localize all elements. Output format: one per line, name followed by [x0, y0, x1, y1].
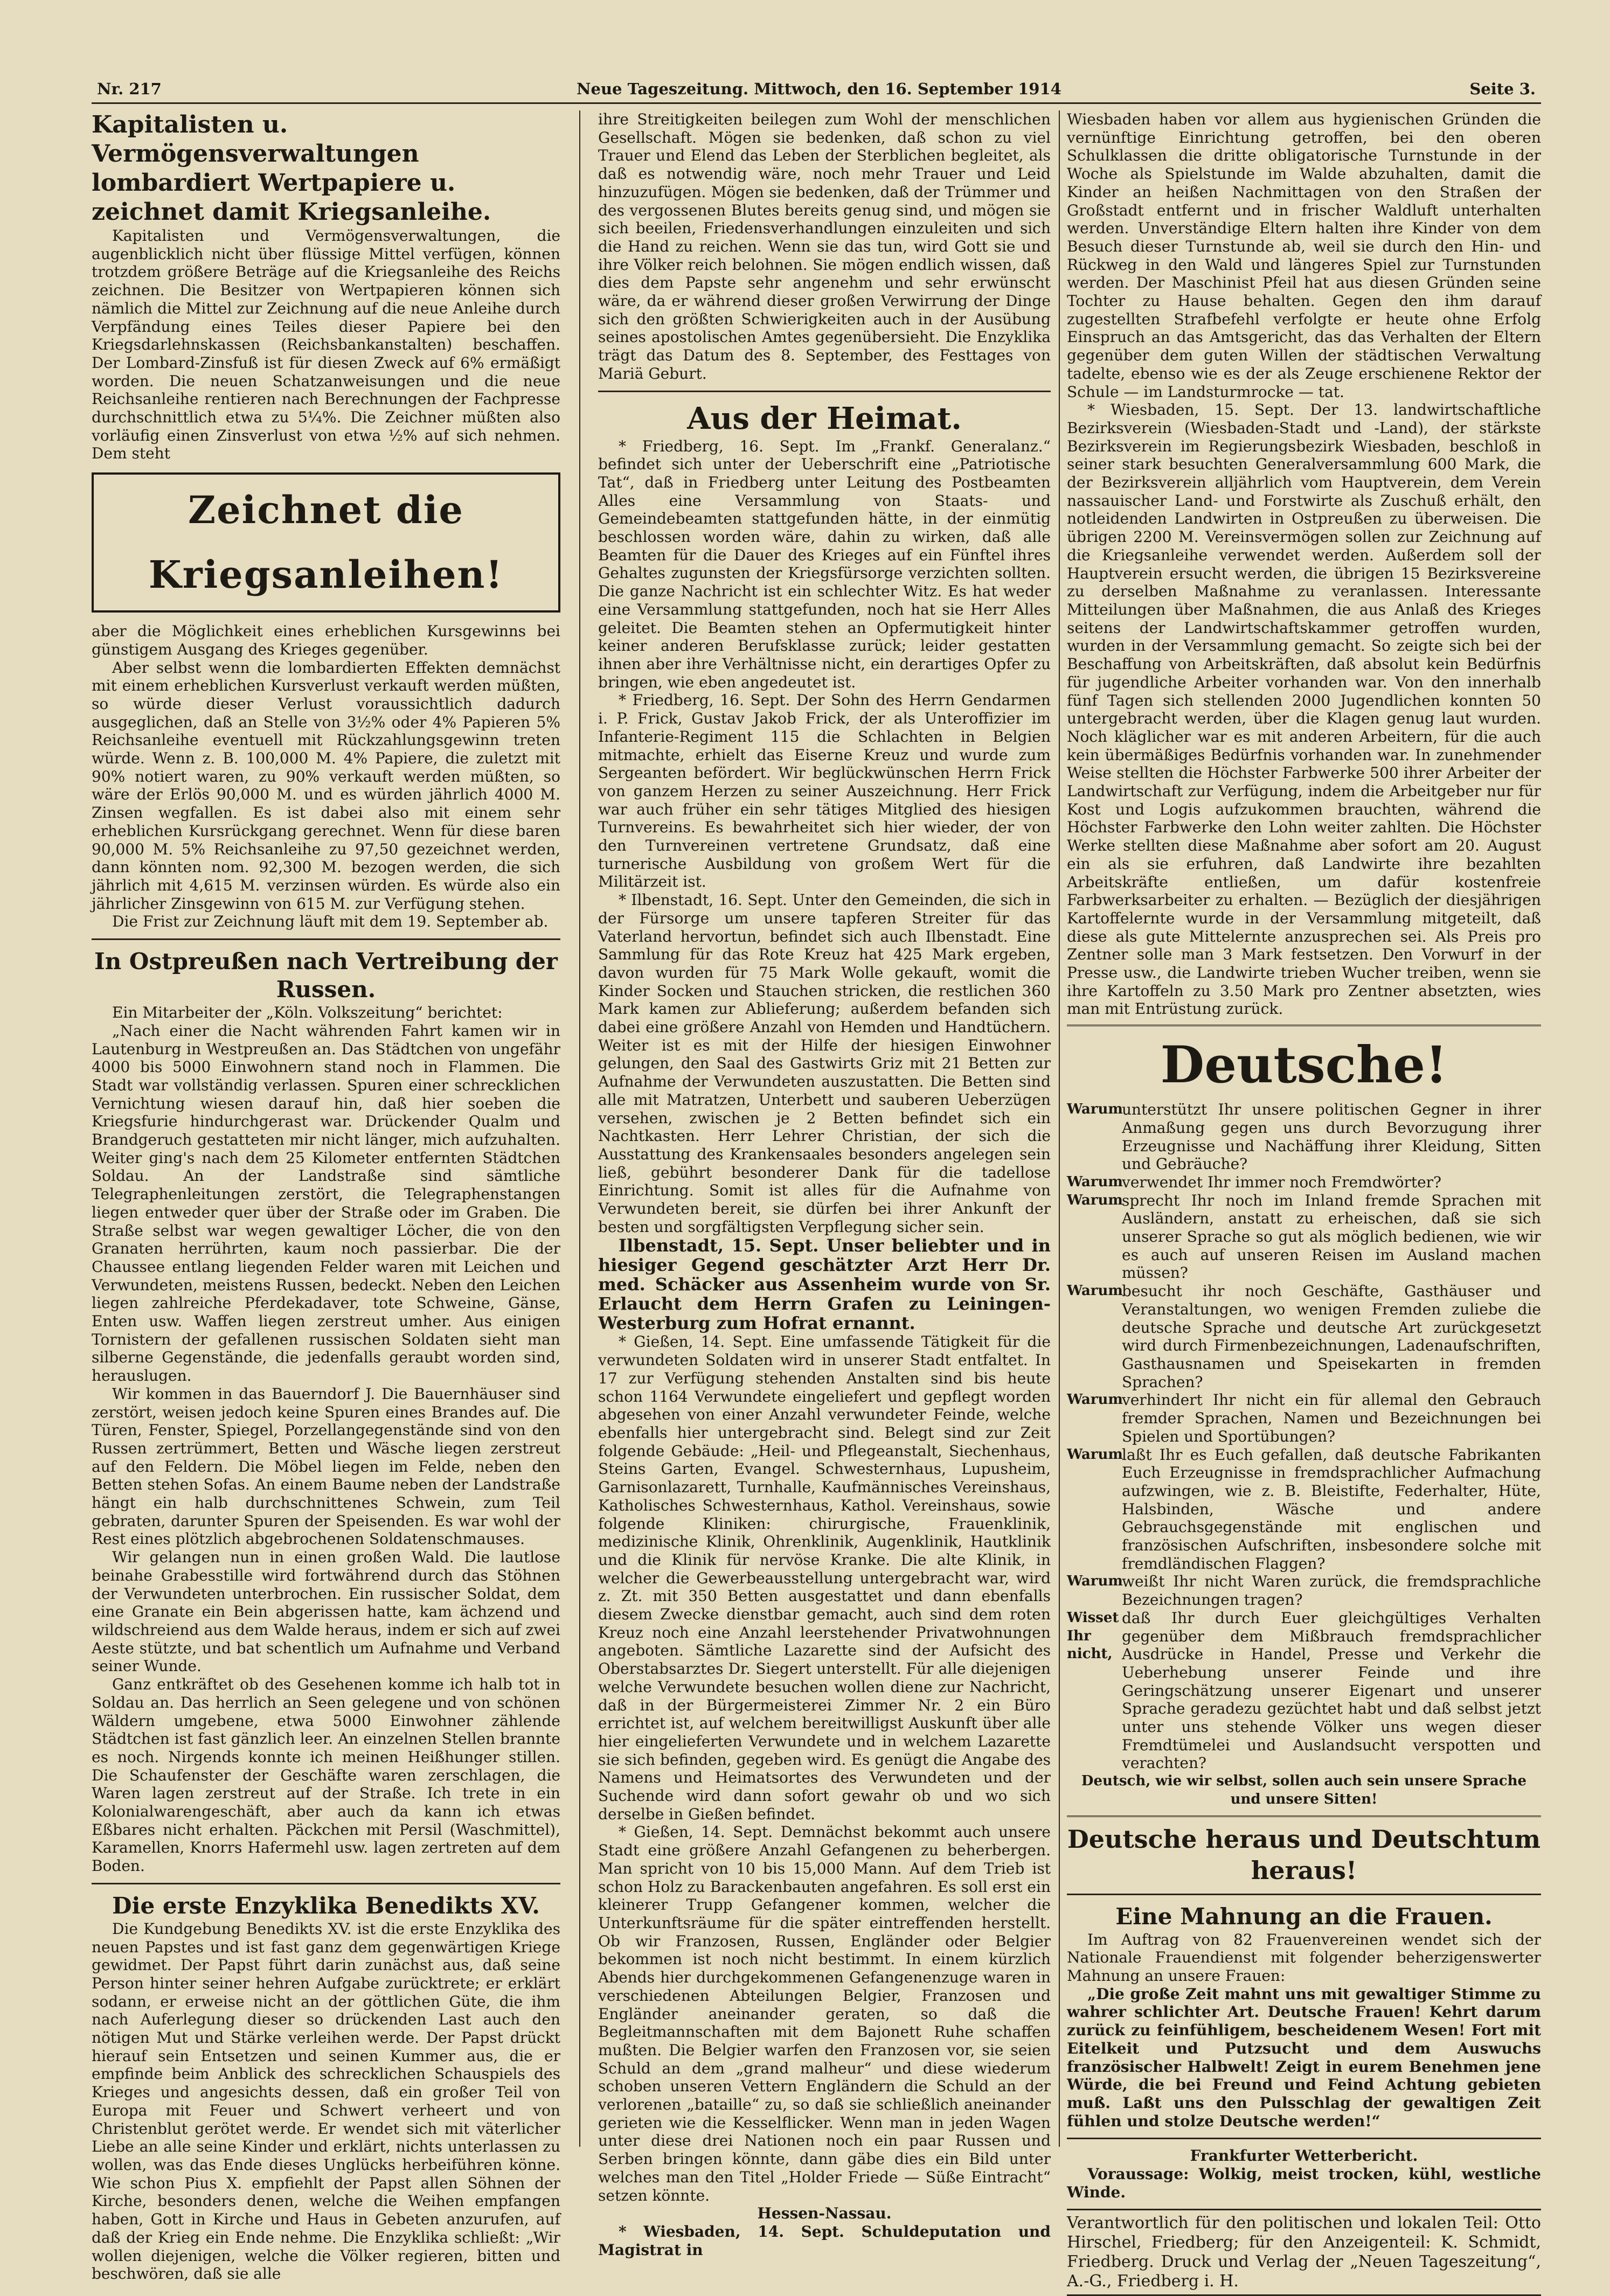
- article-paragraph: „Nach einer die Nacht währenden Fahrt kamen wir in Lautenburg in Westpreußen an. Das Städtchen von ungefähr 4000 bis 5000 Einwohnern stand noch in Flammen. Die Stadt war vollständig verlassen. Spuren einer schrecklichen Vernichtung wiesen darauf hin, daß hier soeben die Kriegsfurie hindurchgerast war. Drückender Qualm und Brandgeruch gestatteten mir nicht länger, mich aufzuhalten. Weiter ging's nach dem 25 Kilometer entfernten Städtchen Soldau. An der Landstraße sind sämtliche Telegraphenleitungen zerstört, die Telegraphenstangen liegen entweder quer über der Straße oder im Graben. Die Straße selbst war wegen gewaltiger Löcher, die von den Granaten herrührten, kaum noch passierbar. Die der Chaussee entlang liegenden Felder waren mit Leichen und Verwundeten, meistens Russen, bedeckt. Neben den Leichen liegen zahlreiche Pferdekadaver, tote Schweine, Gänse, Enten usw. Waffen liegen zerstreut umher. Aus einigen Tornistern der gefallenen russischen Soldaten sieht man silberne Gegenstände, die jedenfalls geraubt worden sind, herauslugen.: [92, 1021, 560, 1385]
- warum-text: besucht ihr noch Geschäfte, Gasthäuser und Veranstaltungen, wo wenigen Fremden zuliebe die deutsche Sprache und deutsche Art zurückgesetzt wird durch Firmenbezeichnungen, Ladenaufschriften, Gasthausnamen und Speisekarten in fremden Sprachen?: [1122, 1282, 1541, 1391]
- page-header: [92, 75, 1541, 104]
- closing-line: Deutsch, wie wir selbst, sollen auch sein unsere Sprache und unsere Sitten!: [1081, 1773, 1527, 1807]
- column-2: [598, 110, 1051, 2259]
- warum-key: Warum: [1067, 1101, 1123, 1118]
- article-paragraph: Wir gelangen nun in einen großen Wald. Die lautlose beinahe Grabesstille wird fortwährend durch das Stöhnen der Verwundeten unterbrochen. Ein russischer Soldat, dem eine Granate ein Bein abgerissen hatte, kam ächzend und wildschreiend aus dem Walde heraus, indem er sich auf zwei Aeste stützte, und bat schentlich um Aufnahme und Verband seiner Wunde.: [92, 1548, 560, 1675]
- issue-number: Nr. 217: [97, 80, 162, 98]
- article-paragraph: * Wiesbaden, 14. Sept. Schuldeputation und Magistrat in: [598, 2222, 1051, 2259]
- divider: [1067, 1894, 1541, 1895]
- warum-item: [1067, 1446, 1541, 1573]
- warum-text: laßt Ihr es Euch gefallen, daß deutsche Fabrikanten Euch Erzeugnisse in fremdsprachlicher Aufmachung aufzwingen, wie z. B. Bleistifte, Federhalter, Hüte, Halsbinden, Wäsche und andere Gebrauchsgegenstände mit englischen und französischen Aufschriften, insbesondere solche mit fremdländischen Flaggen?: [1122, 1445, 1541, 1573]
- warum-key: Warum: [1067, 1446, 1123, 1463]
- headline-heimat: Aus der Heimat.: [687, 400, 962, 436]
- warum-item: [1067, 1282, 1541, 1391]
- article-paragraph: Die Kundgebung Benedikts XV. ist die erste Enzyklika des neuen Papstes und ist fast ganz dem gegenwärtigen Kriege gewidmet. Der Papst führt darin zunächst aus, daß seine Person hinter seiner hehren Aufgabe zurücktrete; er erklärt sodann, er erweise nicht an der göttlichen Güte, die ihm nach Auferlegung dieser so drückenden Last auch den nötigen Mut und Stärke verleihen werde. Der Papst drückt hierauf sein Entsetzen und seinen Kummer aus, die er empfinde beim Anblick des schrecklichen Schauspiels des Krieges und angesichts dessen, daß ein großer Teil von Europa mit Feuer und Schwert verheert und von Christenblut gerötet werde. Er wendet sich mit väterlicher Liebe an alle seine Kinder und erklärt, nichts unterlassen zu wollen, was das Ende dieses Unglücks herbeiführen könne. Wie schon Pius X. empfiehlt der Papst allen Söhnen der Kirche, besonders denen, welche die Weihen empfangen haben, Gott in Kirche und Haus in Gebeten anzurufen, auf daß der Krieg ein Ende nehme. Die Enzyklika schließt: „Wir wollen diejenigen, welche die Völker regieren, bitten und beschwören, daß sie alle: [92, 1919, 560, 2283]
- warum-text: verwendet Ihr immer noch Fremdwörter?: [1122, 1173, 1442, 1191]
- warum-text: weißt Ihr nicht Waren zurück, die fremdsprachliche Bezeichnungen tragen?: [1122, 1573, 1541, 1609]
- subheading-hessen-nassau: Hessen-Nassau.: [757, 2204, 892, 2223]
- article-paragraph: Aber selbst wenn die lombardierten Effekten demnächst mit einem erheblichen Kursverlust verkauft werden müßten, so würde dieser Verlust voraussichtlich dadurch ausgeglichen, daß an Stelle von 3½% oder 4% Papieren 5% Reichsanleihe eventuell mit Rückzahlungsgewinn treten würde. Wenn z. B. 100,000 M. 4% Papiere, die zuletzt mit 90% notiert waren, zu 90% verkauft werden müßten, so wäre der Erlös 90,000 M. und es würden jährlich 4000 M. Zinsen wegfallen. Es ist dabei also mit einem sehr erheblichen Kursrückgang gerechnet. Wenn für diese baren 90,000 M. 5% Reichsanleihe zu 97,50 gezeichnet werden, dann könnten nom. 92,300 M. bezogen werden, die sich jährlich mit 4,615 M. verzinsen würden. Es würde also ein jährlicher Zinsgewinn von 615 M. zur Verfügung stehen.: [92, 658, 560, 913]
- weather-forecast: Voraussage: Wolkig, meist trocken, kühl, westliche Winde.: [1067, 2165, 1541, 2201]
- article-paragraph: Ilbenstadt, 15. Sept. Unser beliebter und in hiesiger Gegend geschätzter Arzt Herr Dr. med. Schäcker aus Assenheim wurde von Sr. Erlaucht dem Herrn Grafen zu Leiningen-Westerburg zum Hofrat ernannt.: [598, 1235, 1051, 1334]
- warum-item: [1067, 1101, 1541, 1173]
- masthead-line: Neue Tageszeitung. Mittwoch, den 16. September 1914: [577, 80, 1061, 98]
- article-paragraph: * Friedberg, 16. Sept. Der Sohn des Herrn Gendarmen i. P. Frick, Gustav Jakob Frick, der als Unteroffizier im Infanterie-Regiment 115 die Schlachten in Belgien mitmachte, erhielt das Eiserne Kreuz und wurde zum Sergeanten befördert. Wir beglückwünschen Herrn Frick von ganzem Herzen zu seiner Auszeichnung. Herr Frick war auch früher ein sehr tätiges Mitglied des hiesigen Turnvereins. Es bewahrheitet sich hier wieder, der von den Turnvereinen vertretene Grundsatz, daß eine turnerische Ausbildung von großem Wert für die Militärzeit ist.: [598, 691, 1051, 891]
- warum-text: verhindert Ihr nicht ein für allemal den Gebrauch fremder Sprachen, Namen und Bezeichnungen bei Spielen und Sportübungen?: [1122, 1391, 1541, 1445]
- weather-title: Frankfurter Wetterbericht.: [1190, 2147, 1418, 2165]
- headline-ostpreussen: In Ostpreußen nach Vertreibung der Russen.: [94, 948, 558, 1003]
- article-paragraph: Kapitalisten und Vermögensverwaltungen, die augenblicklich nicht über flüssige Mittel verfügen, können trotzdem größere Beträge auf die Kriegsanleihe des Reichs zeichnen. Die Besitzer von Wertpapieren können sich nämlich die Mittel zur Zeichnung auf die neue Anleihe durch Verpfändung eines Teiles dieser Papiere bei den Kriegsdarlehnskassen (Reichsbankanstalten) beschaffen. Der Lombard-Zinsfuß ist für diesen Zweck auf 6% ermäßigt worden. Die neuen Schatzanweisungen und die neue Reichsanleihe rentieren nach Berechnungen der Fachpresse durchschnittlich etwa zu 5¼%. Die Zeichner müßten also vorläufig einen Zinsverlust von etwa ½% auf sich nehmen. Dem steht: [92, 227, 560, 463]
- warum-key: Warum: [1067, 1173, 1123, 1190]
- headline-deutsche: Deutsche!: [1160, 1035, 1448, 1095]
- article-paragraph: „Die große Zeit mahnt uns mit gewaltiger Stimme zu wahrer schlichter Art. Deutsche Frauen! Kehrt darum zurück zu feinfühligem, bescheidenem Wesen! Fort mit Eitelkeit und Putzsucht und dem Auswuchs französischer Halbwelt! Zeigt in eurem Benehmen jene Würde, die bei Freund und Feind Achtung gebieten muß. Laßt uns den Pulsschlag der gewaltigen Zeit fühlen und stolze Deutsche werden!“: [1067, 1985, 1541, 2130]
- warum-text: daß Ihr durch Euer gleichgültiges Verhalten gegenüber dem Mißbrauch fremdsprachlicher Ausdrücke in Handel, Presse und Verkehr die Ueberhebung unserer Feinde und ihre Geringschätzung unserer Eigenart und unserer Sprache geradezu gezüchtet habt und daß selbst jetzt unter uns stehende Völker uns wegen dieser Fremdtümelei und Auslandsucht verspotten und verachten?: [1122, 1609, 1541, 1772]
- article-paragraph: Wir kommen in das Bauerndorf J. Die Bauernhäuser sind zerstört, weisen jedoch keine Spuren eines Brandes auf. Die Türen, Fenster, Spiegel, Porzellangegenstände sind von den Russen zertrümmert, Betten und Wäsche liegen zerstreut auf den Feldern. Die Möbel liegen im Felde, neben den Betten stehen Sofas. An einem Baume neben der Landstraße hängt ein halb durchschnittenes Schwein, zum Teil gebraten, darunter Spuren der Speisenden. Es war wohl der Rest eines plötzlich abgebrochenen Soldatenschmauses.: [92, 1384, 560, 1548]
- warum-item: [1067, 1573, 1541, 1609]
- warum-text: unterstützt Ihr unsere politischen Gegner in ihrer Anmaßung gegen uns durch Bevorzugung ihrer Erzeugnisse und Nachäffung ihrer Kleidung, Sitten und Gebräuche?: [1122, 1101, 1541, 1173]
- warum-text: sprecht Ihr noch im Inland fremde Sprachen mit Ausländern, anstatt zu erheischen, daß sie sich unserer Sprache so gut als möglich bedienen, wie wir es auch auf unseren Reisen im Ausland machen müssen?: [1122, 1191, 1541, 1282]
- article-paragraph: * Gießen, 14. Sept. Demnächst bekommt auch unsere Stadt eine größere Anzahl Gefangenen zu beherbergen. Man spricht von 10 bis 15,000 Mann. Auf dem Trieb ist schon Holz zu Barackenbauten angefahren. Es soll erst ein kleinerer Trupp Gefangener kommen, welcher die Unterkunftsräume für die später eintreffenden herstellt. Ob wir Franzosen, Russen, Engländer oder Belgier bekommen ist noch nicht bestimmt. In einem kürzlich Abends hier durchgekommenen Gefangenenzuge waren in verschiedenen Abteilungen Belgier, Franzosen und Engländer aneinander geraten, so daß die Begleitmannschaften mit dem Bajonett Ruhe schaffen mußten. Die Belgier warfen den Franzosen vor, sie seien Schuld an dem „grand malheur“ und diese wiederum schoben unseren Vettern Engländern die Schuld an der verlorenen „bataille“ zu, so daß sie schließlich aneinander gerieten wie die Kesselflicker. Wenn man in jeden Wagen unter diese drei Nationen noch ein paar Russen und Serben bringen könnte, dann gäbe dies ein Bild unter welches man den Titel „Holder Friede — Süße Eintracht“ setzen könnte.: [598, 1823, 1051, 2204]
- warum-item: [1067, 1173, 1541, 1192]
- warum-key: Wisset Ihr nicht,: [1067, 1609, 1119, 1662]
- divider: [92, 938, 560, 940]
- page-number: Seite 3.: [1469, 80, 1536, 98]
- warum-key: Warum: [1067, 1192, 1123, 1208]
- warum-key: Warum: [1067, 1573, 1123, 1590]
- warum-item: [1067, 1391, 1541, 1445]
- divider: [92, 1883, 560, 1884]
- divider: [1067, 1815, 1541, 1817]
- article-paragraph: Die Frist zur Zeichnung läuft mit dem 19. September ab.: [112, 913, 549, 931]
- article-paragraph: aber die Möglichkeit eines erheblichen Kursgewinns bei günstigem Ausgang des Krieges gegenüber.: [92, 622, 560, 658]
- article-paragraph: * Ilbenstadt, 16. Sept. Unter den Gemeinden, die sich in der Fürsorge um unsere tapferen Streiter für das Vaterland hervortun, befindet sich auch Ilbenstadt. Eine Sammlung für das Rote Kreuz hat 425 Mark ergeben, davon wurden für 75 Mark Wolle gekauft, womit die Kinder Socken und Stauchen stricken, die restlichen 360 Mark kamen zur Ablieferung; außerdem befanden sich dabei eine größere Anzahl von Hemden und Handtüchern. Weiter ist es mit der Hilfe der hiesigen Einwohner gelungen, den Saal des Gastwirts Griz mit 21 Betten zur Aufnahme der Verwundeten auszustatten. Die Betten sind alle mit Matratzen, Unterbett und sauberen Ueberzügen versehen, zwischen je 2 Betten befindet sich ein Nachtkasten. Herr Lehrer Christian, der sich die Ausstattung des Krankensaales besonders angelegen sein ließ, gebührt besonderer Dank für die tadellose Einrichtung. Somit ist alles für die Aufnahme von Verwundeten bereit, sie dürfen bei ihrer Ankunft der besten und sorgfältigsten Verpflegung sicher sein.: [598, 891, 1051, 1236]
- kriegsanleihen-box: Zeichnet die Kriegsanleihen!: [92, 472, 560, 613]
- article-paragraph: Wiesbaden haben vor allem aus hygienischen Gründen die vernünftige Einrichtung getroffen, bei den oberen Schulklassen die dritte obligatorische Turnstunde in der Woche als Spielstunde im Walde abzuhalten, damit die Kinder an heißen Nachmittagen von den Straßen der Großstadt entfernt und in frischer Waldluft unterhalten werden. Unverständige Eltern halten ihre Kinder von dem Besuch dieser Turnstunde ab, weil sie durch den Hin- und Rückweg in den Wald und längeres Spiel zur Turnstunden werden. Der Maschinist Pfeil hat aus diesen Gründen seine Tochter zu Hause behalten. Gegen den ihm darauf zugestellten Strafbefehl verfolgte er heute ohne Erfolg Einspruch an das Amtsgericht, das das Verhalten der Eltern gegenüber dem guten Willen der städtischen Verwaltung tadelte, ebenso wie es der als Zeuge erschienene Rektor der Schule — im Landsturmrocke — tat.: [1067, 110, 1541, 401]
- divider: [1067, 1025, 1541, 1026]
- article-paragraph: * Wiesbaden, 15. Sept. Der 13. landwirtschaftliche Bezirksverein (Wiesbaden-Stadt und -Land), der stärkste Bezirksverein im Regierungsbezirk Wiesbaden, beschloß in seiner stark besuchten Generalversammlung 600 Mark, die der Bezirksverein alljährlich vom Hauptverein, dem Verein nassauischer Land- und Forstwirte als Zuschuß erhält, den notleidenden Landwirten in Ostpreußen zu überweisen. Die übrigen 2200 M. Vereinsvermögen sollen zur Zeichnung auf die Kriegsanleihe verwendet werden. Außerdem soll der Hauptverein ersucht werden, die übrigen 15 Bezirksvereine zu derselben Maßnahme zu veranlassen. Interessante Mitteilungen über Maßnahmen, die aus Anlaß des Krieges seitens der Landwirtschaftskammer getroffen wurden, wurden in der Versammlung gemacht. So zeigte sich bei der Beschaffung von Arbeitskräften, daß absolut kein Bedürfnis für jugendliche Arbeiter vorhanden war. Von den innerhalb fünf Tagen sich stellenden 2000 Jugendlichen konnten 50 untergebracht werden, über die Klagen genug laut wurden. Noch kläglicher war es mit anderen Arbeitern, für die auch kein übermäßiges Bedürfnis vorhanden war. In zunehmender Weise stellten die Höchster Farbwerke 500 ihrer Arbeiter der Landwirtschaft zur Verfügung, indem die Arbeitgeber nur für Kost und Logis aufzukommen brauchten, während die Höchster Farbwerke den Lohn weiter zahlten. Die Höchster Werke stellten diese Maßnahme aber sofort am 20. August ein als sie erfuhren, daß Landwirte ihre bezahlten Arbeitskräfte entließen, um dafür kostenfreie Farbwerksarbeiter zu erhalten. — Bezüglich der diesjährigen Kartoffelernte wurde in der Versammlung mitgeteilt, daß diese als gute Mittelernte anzusprechen sei. Als Preis pro Zentner solle man 3 Mark festsetzen. Den Vorwurf in der Presse usw., die Landwirte trieben Wucher treiben, wenn sie ihre Kartoffeln zu 3.50 Mark pro Zentner absetzten, wies man mit Entrüstung zurück.: [1067, 401, 1541, 1018]
- warum-key: Warum: [1067, 1283, 1123, 1299]
- headline-enzyklika: Die erste Enzyklika Benedikts XV.: [112, 1892, 540, 1919]
- warum-list: [1067, 1101, 1541, 1772]
- warum-item: [1067, 1609, 1541, 1772]
- headline-mahnung: Eine Mahnung an die Frauen.: [1115, 1903, 1493, 1930]
- article-paragraph: * Gießen, 14. Sept. Eine umfassende Tätigkeit für die verwundeten Soldaten wird in unserer Stadt entfaltet. In 17 zur Verfügung stehenden Anstalten sind bis heute schon 1164 Verwundete eingeliefert und gepflegt worden abgesehen von einer Anzahl verwundeter Feinde, welche ebenfalls hier untergebracht sind. Belegt sind zur Zeit folgende Gebäude: „Heil- und Pflegeanstalt, Siechenhaus, Steins Garten, Evangel. Schwesternhaus, Lupusheim, Garnisonlazarett, Turnhalle, Kaufmännisches Vereinshaus, Katholisches Schwesternhaus, Kathol. Vereinshaus, sowie folgende Kliniken: chirurgische, Frauenklinik, medizinische Klinik, Ohrenklinik, Augenklinik, Hautklinik und die Klinik für nervöse Kranke. Die alte Klinik, in welcher die Gewerbeausstellung untergebracht war, wird z. Zt. mit 350 Betten ausgestattet und dann ebenfalls diesem Zwecke dienstbar gemacht, auch sind dem roten Kreuz noch eine Anzahl leerstehender Privatwohnungen angeboten. Sämtliche Lazarette sind der Aufsicht des Oberstabsarztes Dr. Siegert unterstellt. Für alle diejenigen welche Verwundete besuchen wollen diene zur Nachricht, daß in der Bürgermeisterei Zimmer Nr. 2 ein Büro errichtet ist, auf welchem bereitwilligst Auskunft über alle hier eingelieferten Verwundete und in welchem Lazarette sie sich befinden, gegeben wird. Es genügt die Angabe des Namens und Heimatsortes des Verwundeten und der Suchende wird dann sofort gewahr ob und wo sich derselbe in Gießen befindet.: [598, 1333, 1051, 1823]
- article-paragraph: Ganz entkräftet ob des Gesehenen komme ich halb tot in Soldau an. Das herrlich an Seen gelegene und von schönen Wäldern umgebene, etwa 5000 Einwohner zählende Städtchen ist fast gänzlich leer. An einzelnen Stellen brannte es noch. Nirgends konnte ich meinen Heißhunger stillen. Die Schaufenster der Geschäfte waren zerschlagen, die Waren lagen zerstreut auf der Straße. Ich trete in ein Kolonialwarengeschäft, aber auch da kann ich etwas Eßbares nicht erhalten. Päckchen mit Persil (Waschmittel), Karamellen, Knorrs Hafermehl usw. lagen zertreten auf dem Boden.: [92, 1675, 560, 1875]
- warum-key: Warum: [1067, 1391, 1123, 1408]
- headline-kriegsanleihe: Kapitalisten u. Vermögensverwaltungen lombardiert Wertpapiere u. zeichnet damit Kriegsanleihe.: [92, 111, 491, 226]
- column-rule: [579, 110, 580, 2147]
- column-1: [92, 110, 560, 2283]
- article-paragraph: * Friedberg, 16. Sept. Im „Frankf. Generalanz.“ befindet sich unter der Ueberschrift eine „Patriotische Tat“, daß in Friedberg unter Leitung des Postbeamten Alles eine Versammlung von Staats- und Gemeindebeamten stattgefunden hätte, in der einmütig beschlossen worden wäre, dahin zu wirken, daß alle Beamten für die Dauer des Krieges auf ein Fünftel ihres Gehaltes zugunsten der Kriegsfürsorge verzichten sollten. Die ganze Nachricht ist ein schlechter Witz. Es hat weder eine Versammlung stattgefunden, noch hat sie Herr Alles geleitet. Die Beamten stehen an Opfermutigkeit hinter keiner anderen Berufsklasse zurück; leider gestatten ihnen aber ihre Verhältnisse nicht, ein derartiges Opfer zu bringen, wie eben angedeutet ist.: [598, 437, 1051, 691]
- article-paragraph: Ein Mitarbeiter der „Köln. Volkszeitung“ berichtet:: [112, 1004, 503, 1022]
- divider: [598, 391, 1051, 392]
- article-paragraph: Im Auftrag von 82 Frauenvereinen wendet sich der Nationale Frauendienst mit folgender beherzigenswerter Mahnung an unsere Frauen:: [1067, 1930, 1541, 1985]
- divider: [1067, 2138, 1541, 2139]
- imprint: Verantwortlich für den politischen und lokalen Teil: Otto Hirschel, Friedberg; für den Anzeigenteil: K. Schmidt, Friedberg. Druck und Verlag der „Neuen Tageszeitung“, A.-G., Friedberg i. H.: [1067, 2209, 1541, 2296]
- column-rule: [1059, 110, 1060, 2147]
- headline-deutschtum: Deutsche heraus und Deutschtum heraus!: [1067, 1824, 1541, 1885]
- warum-item: [1067, 1192, 1541, 1283]
- column-3: [1067, 110, 1541, 2296]
- article-paragraph: ihre Streitigkeiten beilegen zum Wohl der menschlichen Gesellschaft. Mögen sie bedenken, daß schon zu viel Trauer und Elend das Leben der Sterblichen begleitet, als daß es notwendig wäre, noch mehr Trauer und Leid hinzuzufügen. Mögen sie bedenken, daß der Trümmer und des vergossenen Blutes bereits genug sind, und mögen sie sich beeilen, Friedensverhandlungen einzuleiten und sich die Hand zu reichen. Wenn sie das tun, wird Gott sie und ihre Völker reich belohnen. Sie mögen endlich wissen, daß dies dem Papste sehr angenehm und sehr erwünscht wäre, da er während dieser großen Verwirrung der Dinge sich den größten Schwierigkeiten auch in der Ausübung seines apostolischen Amtes gegenübersieht. Die Enzyklika trägt das Datum des 8. September, des Festtages von Mariä Geburt.: [598, 110, 1051, 382]
